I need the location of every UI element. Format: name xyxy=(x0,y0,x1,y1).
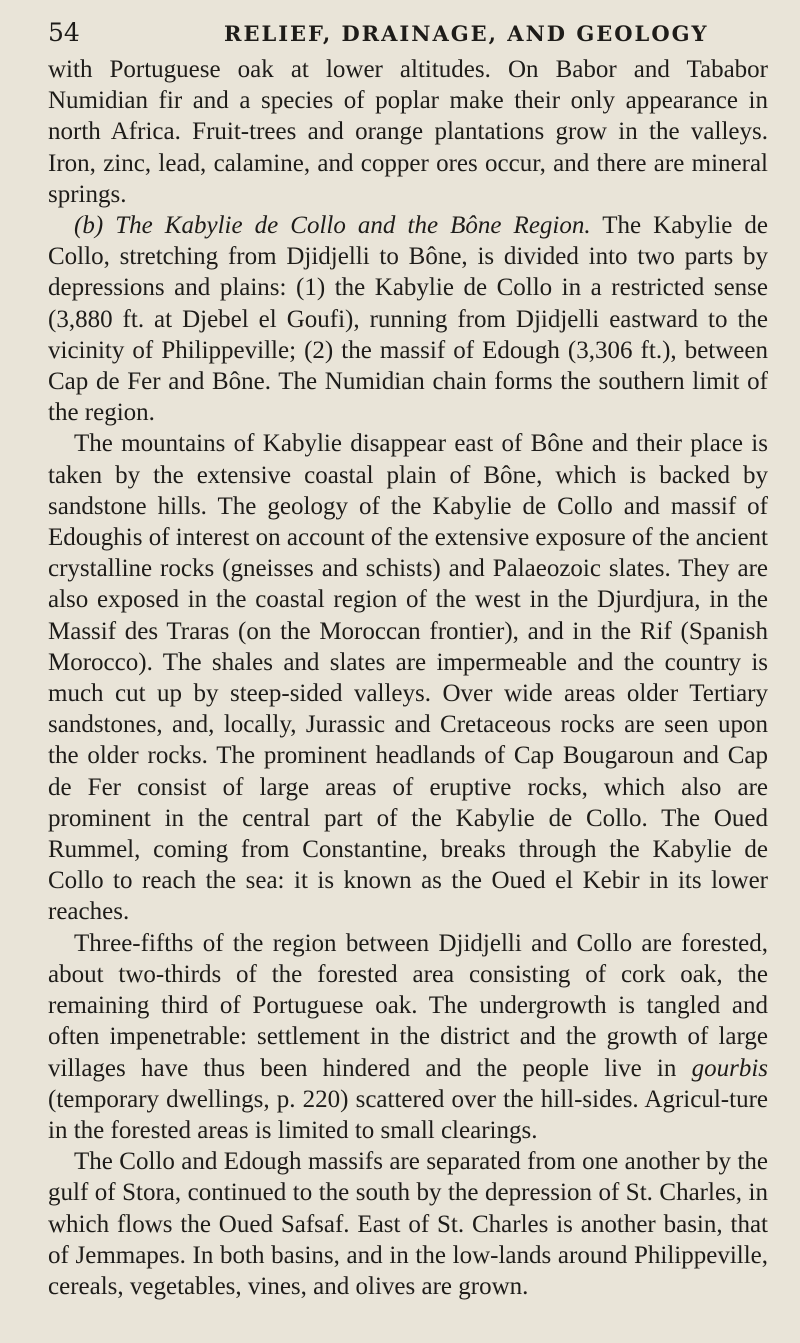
section-heading: The Kabylie de Collo and the Bône Region. xyxy=(115,212,591,240)
paragraph-4-text-before: Three-fifths of the region between Djidjelli and Collo are forested, about two-thirds of the forested area consisting of cork oak, the remaining third of Portuguese oak. The undergrowth is tangled and often impenetrable: settlement in the district and the growth of large villages have thus been hindered and the people live in xyxy=(48,929,768,1082)
section-label: (b) xyxy=(74,212,104,240)
page-number: 54 xyxy=(48,18,80,47)
paragraph-1-text: with Portuguese oak at lower altitudes. On Babor and Tababor Numidian fir and a species of poplar make their only appearance in north Africa. Fruit-trees and orange plantations grow in the valleys. Iron, zinc, lead, calamine, and copper ores occur, and there are mineral springs. xyxy=(48,56,768,208)
paragraph-5 xyxy=(48,1146,768,1302)
body-text xyxy=(48,54,768,1302)
paragraph-4-text-after: (temporary dwellings, p. 220) scattered over the hill-sides. Agricul-ture in the forested areas is limited to small clearings. xyxy=(48,1085,768,1144)
paragraph-3 xyxy=(48,428,768,927)
running-head-title: RELIEF, DRAINAGE, AND GEOLOGY xyxy=(224,21,709,46)
paragraph-5-text: The Collo and Edough massifs are separated from one another by the gulf of Stora, continued to the south by the depression of St. Charles, in which flows the Oued Safsaf. East of St. Charles is another basin, that of Jemmapes. In both basins, and in the low-lands around Philippeville, cereals, vegetables, vines, and olives are grown. xyxy=(48,1148,768,1300)
running-head xyxy=(48,18,768,52)
italic-term-gourbis: gourbis xyxy=(691,1054,769,1082)
paragraph-2-text: The Kabylie de Collo, stretching from Djidjelli to Bône, is divided into two parts by depressions and plains: (1) the Kabylie de Collo in a restricted sense (3,880 ft. at Djebel el Goufi), running from Djidjelli eastward to the vicinity of Philippeville; (2) the massif of Edough (3,306 ft.), between Cap de Fer and Bône. The Numidian chain forms the southern limit of the region. xyxy=(48,212,768,427)
paragraph-2 xyxy=(48,210,768,428)
paragraph-3-text: The mountains of Kabylie disappear east of Bône and their place is taken by the extensive coastal plain of Bône, which is backed by sandstone hills. The geology of the Kabylie de Collo and massif of Edoughis of interest on account of the extensive exposure of the ancient crystalline rocks (gneisses and schists) and Palaeozoic slates. They are also exposed in the coastal region of the west in the Djurdjura, in the Massif des Traras (on the Moroccan frontier), and in the Rif (Spanish Morocco). The shales and slates are impermeable and the country is much cut up by steep-sided valleys. Over wide areas older Tertiary sandstones, and, locally, Jurassic and Cretaceous rocks are seen upon the older rocks. The prominent headlands of Cap Bougaroun and Cap de Fer consist of large areas of eruptive rocks, which also are prominent in the central part of the Kabylie de Collo. The Oued Rummel, coming from Constantine, breaks through the Kabylie de Collo to reach the sea: it is known as the Oued el Kebir in its lower reaches. xyxy=(48,430,768,926)
paragraph-4 xyxy=(48,928,768,1146)
paragraph-1 xyxy=(48,54,768,210)
